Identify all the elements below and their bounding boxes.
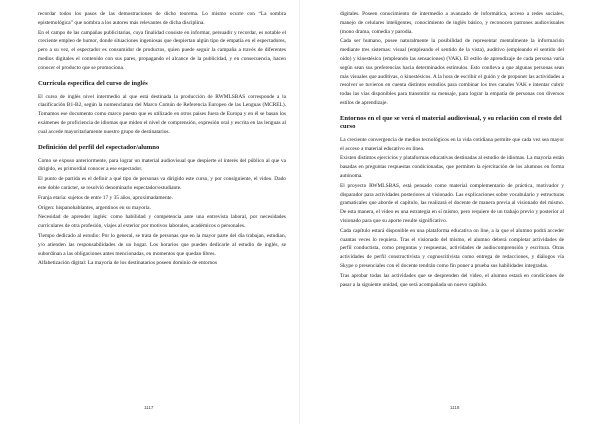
paragraph: En el campo de las campañas publicitarias, cuya finalidad consiste en informar, persuadir y recordar, es notable el creciente empleo de humor, donde situaciones ingeniosas que despiertan algún tipo de empatía en el espectadores, pero a su vez, el espectador es consumidor de productos, quien puede seguir la campaña a través de diferentes medios digitales el contenido con sus pares, propagando el alcance de la publicidad, y en consecuencia, hacen conocer el producto que se promociona. xyxy=(38,29,286,71)
page-number: 1117 xyxy=(144,405,154,410)
paragraph: Tiempo dedicado al estudio: Por lo general, se trata de personas que en la mayor parte del día trabajan, estudian, y/o atienden las responsabilidades de un hogar. Los horarios que pueden dedicarle al estudio de inglés, se subordinan a las obligaciones antes mencionadas, en momentos que quedan libres. xyxy=(38,232,286,257)
section-heading-perfil: Definición del perfil del espectador/alumno xyxy=(38,143,160,151)
section-heading-curricula: Currícula específica del curso de inglés xyxy=(38,79,148,87)
left-bottom-paragraphs xyxy=(38,157,286,269)
paragraph: Existen distintos ejercicios y plataformas educativas destinadas al estudio de idiomas. La mayoría están basadas en preguntas respuestas condicionadas, que permiten la ejercitación de los alumnos en forma autónoma. xyxy=(340,155,564,179)
section-heading-entornos: Entornos en el que se verá el material audiovisual, y su relación con el resto del curso xyxy=(340,114,562,130)
right-top-paragraphs xyxy=(340,10,564,108)
paragraph: Origen: hispanohablantes, argentinos en su mayoría. xyxy=(38,204,151,211)
left-mid-paragraphs xyxy=(38,93,286,137)
left-top-paragraphs xyxy=(38,10,286,73)
page-number: 1118 xyxy=(450,405,460,410)
paragraph: La creciente convergencia de medios tecnológicos en la vida cotidiana permite que cada vez sea mayor el acceso a material educativo en línea. xyxy=(340,136,564,152)
paragraph: Alfabetización digital: La mayoría de los destinatarios poseen dominio de entornos xyxy=(38,260,218,267)
right-page xyxy=(300,0,600,424)
paragraph: Necesidad de aprender inglés: como habilidad y competencia ante una entrevista laboral, por necesidades curriculares de otra profesión, viajes al exterior por motivos laborales, académicos o personales. xyxy=(38,214,286,230)
paragraph: El proyecto RWMLSBAS, está pensado como material complementario de práctica, motivador y disparador para actividades posteriores al visionado. Las explicaciones sobre vocabulario y estructuras gramaticales que aborde el capítulo, las realizará el docente de manera previa al visionado del mismo. De esta manera, el video es una estrategia en sí mismo, pero requiere de un trabajo previo y posterior al visionado para que su aporte resulte significativo. xyxy=(340,182,564,224)
paragraph: Franja etaria: sujetos de entre 17 y 35 años, aproximadamente. xyxy=(38,194,173,201)
paragraph: Cada capítulo estará disponible en una plataforma educativa on line, a la que el alumno podrá acceder cuantas veces lo requiera. Tras el visionado del mismo, el alumno deberá completar actividades de perfil conductista, como preguntas y respuestas, actividades de audiocomprensión y escritura. Otras actividades de perfil constructivista y cognoscitivista como entrega de redacciones, y diálogos vía Skype o presenciales con el docente tendrán como fin poner a prueba sus habilidades integradas. xyxy=(340,227,564,269)
paragraph: El curso de inglés nivel intermedio al que está destinada la producción de RWMLSBAS corresponde a la clasificación B1-B2, según la nomenclatura del Marco Común de Referencia Europeo de las Lenguas (MCREL). Tomamos ese documento como marco puesto que es utilizado en otros países fuera de Europa y en él se basan los exámenes de proficiencia de idiomas que miden el nivel de comprensión, expresión oral y escrita en las lenguas al cual accede mayoritariamente nuestro grupo de destinatarios. xyxy=(38,93,286,135)
paragraph: Tras aprobar todas las actividades que se desprenden del video, el alumno estará en condiciones de pasar a la siguiente unidad, que será acompañada un nuevo capítulo. xyxy=(340,272,564,288)
paragraph: El punto de partida es el definir a qué tipo de personas va dirigido este curso, y por consiguiente, el video. Dado este doble carácter, se resolvió denominarlo espectador/estudiante. xyxy=(38,176,286,191)
paragraph: recordar todos los pasos de las demostraciones de dicho teorema. Lo mismo ocurre con “La sombra epistemológica” que nombra a los autores más relevantes de dicha disciplina. xyxy=(38,11,286,26)
right-bottom-paragraphs xyxy=(340,136,564,290)
paragraph: Como se expuso anteriormente, para lograr un material audiovisual que despierte el interés del público al que va dirigido, es primordial conocer a ese espectador. xyxy=(38,157,286,173)
paragraph: Cada ser humano, posee naturalmente la posibilidad de representar mentalmente la información mediante tres sistemas: visual (empleando el sentido de la vista), auditivo (empleando el sentido del oído) y kinestésico (empleando las sensaciones) (VAK). El estilo de aprendizaje de cada persona varía según sean sus preferencias hacia determinados estímulos. Esto conlleva a que algunas personas sean más visuales que auditivas, o kinestésicos. A la hora de escribir el guión y de proponer las actividades a resolver se tuvieron en cuenta distintos estudios para combinar los tres canales VAK e intentar cubrir todas las vías disponibles para transmitir su mensaje, para lograr la empatía de personas con diversos estilos de aprendizaje. xyxy=(340,38,564,106)
paragraph: digitales. Poseen conocimiento de intermedio a avanzado de informática, acceso a redes sociales, manejo de celulares inteligentes, conocimiento de inglés básico, y reconocen patrones audiovisuales (mono drama, comedia y parodia. xyxy=(340,11,564,35)
